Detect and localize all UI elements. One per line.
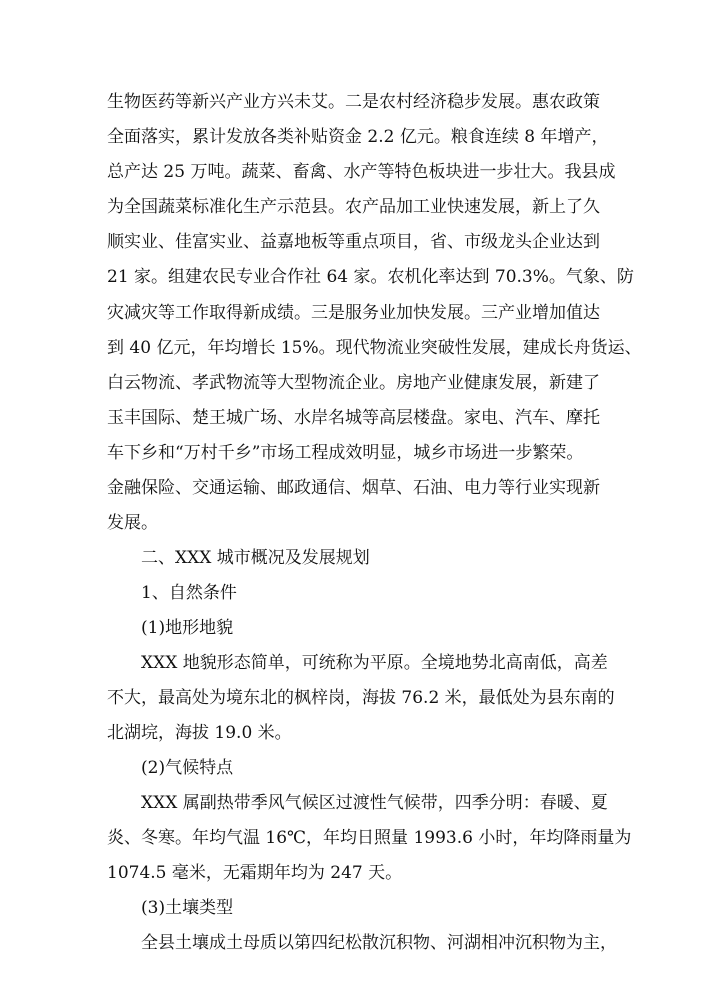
subsection-heading: 1、自然条件	[141, 583, 237, 603]
text-line: 车下乡和“万村千乡”市场工程成效明显，城乡市场进一步繁荣。	[107, 443, 584, 463]
text-line: 为全国蔬菜标准化生产示范县。农产品加工业快速发展，新上了久	[107, 197, 600, 217]
text-line: 北湖垸，海拔 19.0 米。	[107, 723, 292, 743]
text-line: 金融保险、交通运输、邮政通信、烟草、石油、电力等行业实现新	[107, 478, 600, 498]
text-line: 顺实业、佳富实业、益嘉地板等重点项目，省、市级龙头企业达到	[107, 232, 600, 252]
text-line: 玉丰国际、楚王城广场、水岸名城等高层楼盘。家电、汽车、摩托	[107, 408, 600, 428]
text-line: 1074.5 毫米，无霜期年均为 247 天。	[107, 863, 403, 883]
text-line: XXX 属副热带季风气候区过渡性气候带，四季分明：春暖、夏	[141, 793, 608, 813]
subsection-heading: (1)地形地貌	[141, 618, 234, 638]
text-line: 到 40 亿元，年均增长 15%。现代物流业突破性发展，建成长舟货运、	[107, 338, 642, 358]
subsection-heading: (2)气候特点	[141, 758, 234, 778]
text-line: 全面落实，累计发放各类补贴资金 2.2 亿元。粮食连续 8 年增产，	[107, 127, 609, 147]
text-line: 发展。	[107, 513, 158, 533]
text-line: 白云物流、孝武物流等大型物流企业。房地产业健康发展，新建了	[107, 373, 600, 393]
text-line: 总产达 25 万吨。蔬菜、畜禽、水产等特色板块进一步壮大。我县成	[107, 162, 616, 182]
text-line: 21 家。组建农民专业合作社 64 家。农机化率达到 70.3%。气象、防	[107, 267, 634, 287]
subsection-heading: (3)土壤类型	[141, 898, 234, 918]
text-line: 生物医药等新兴产业方兴未艾。二是农村经济稳步发展。惠农政策	[107, 92, 600, 112]
text-line: 炎、冬寒。年均气温 16℃，年均日照量 1993.6 小时，年均降雨量为	[107, 828, 632, 848]
text-line: 灾减灾等工作取得新成绩。三是服务业加快发展。三产业增加值达	[107, 303, 600, 323]
text-line: 不大，最高处为境东北的枫梓岗，海拔 76.2 米，最低处为县东南的	[107, 688, 615, 708]
section-heading: 二、XXX 城市概况及发展规划	[141, 548, 370, 568]
text-line: XXX 地貌形态简单，可统称为平原。全境地势北高南低，高差	[141, 653, 608, 673]
text-line: 全县土壤成土母质以第四纪松散沉积物、河湖相冲沉积物为主，	[141, 933, 617, 953]
